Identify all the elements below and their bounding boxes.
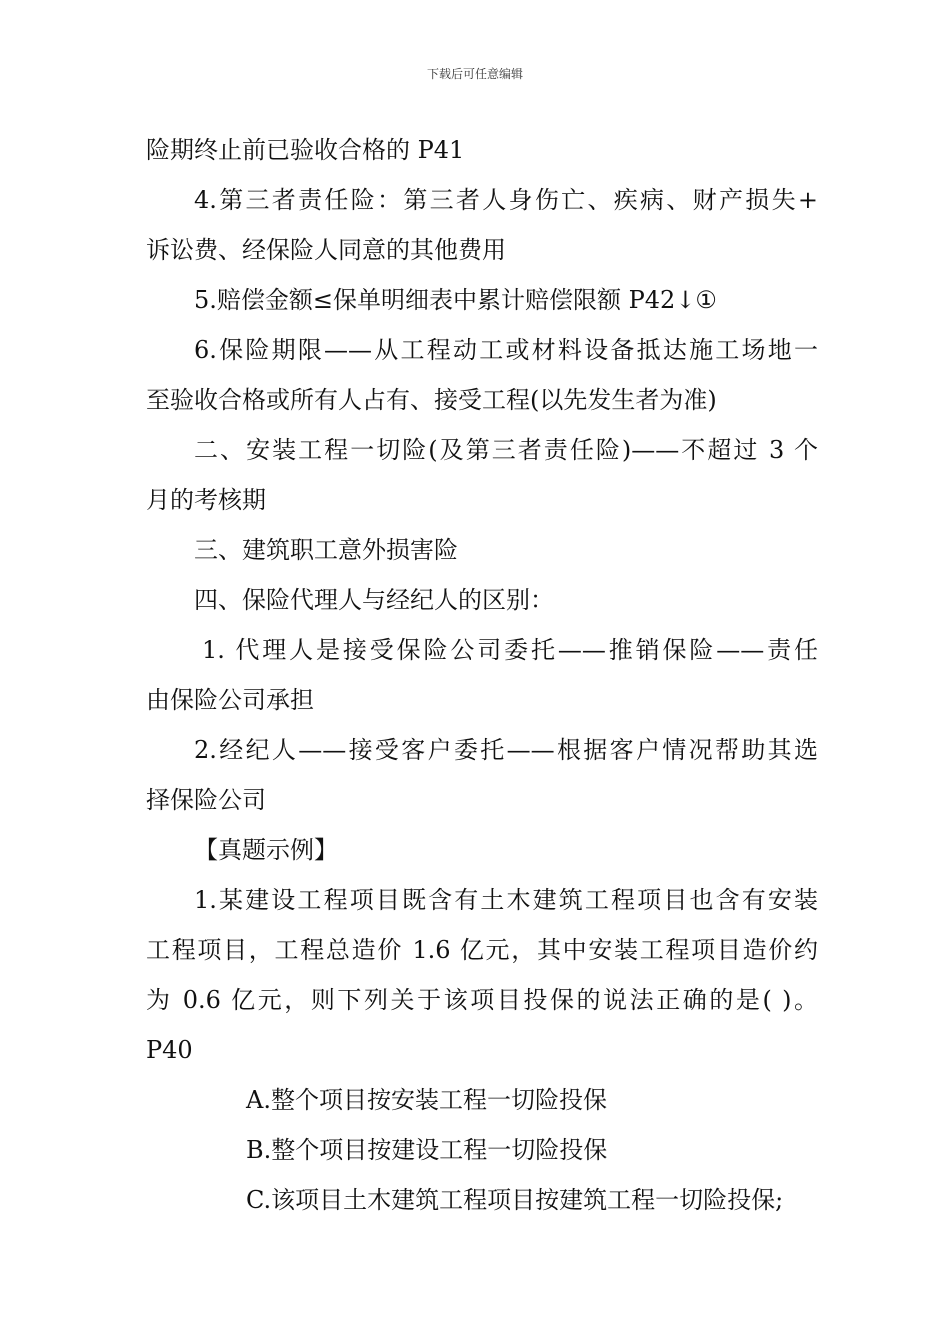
text-line-14: 择保险公司 bbox=[146, 786, 266, 814]
text-line-19: P40 bbox=[146, 1036, 193, 1064]
text-line-2: 4.第三者责任险：第三者人身伤亡、疾病、财产损失+ bbox=[194, 186, 818, 214]
text-line-1: 险期终止前已验收合格的 P41 bbox=[146, 136, 465, 164]
text-line-5: 6.保险期限——从工程动工或材料设备抵达施工场地一 bbox=[194, 336, 818, 364]
text-line-4: 5.赔偿金额≤保单明细表中累计赔偿限额 P42↓① bbox=[194, 286, 717, 314]
text-line-3: 诉讼费、经保险人同意的其他费用 bbox=[146, 236, 506, 264]
text-line-13: 2.经纪人——接受客户委托——根据客户情况帮助其选 bbox=[194, 736, 818, 764]
header-note: 下载后可任意编辑 bbox=[426, 67, 523, 81]
option-c: C.该项目土木建筑工程项目按建筑工程一切险投保; bbox=[246, 1186, 784, 1214]
text-line-7: 二、安装工程一切险(及第三者责任险)——不超过 3 个 bbox=[194, 436, 818, 464]
text-line-11: 1. 代理人是接受保险公司委托——推销保险——责任 bbox=[202, 636, 818, 664]
text-line-16: 1.某建设工程项目既含有土木建筑工程项目也含有安装 bbox=[194, 886, 818, 914]
text-line-17: 工程项目，工程总造价 1.6 亿元，其中安装工程项目造价约 bbox=[146, 936, 818, 964]
option-b: B.整个项目按建设工程一切险投保 bbox=[246, 1136, 608, 1164]
text-line-6: 至验收合格或所有人占有、接受工程(以先发生者为准) bbox=[146, 386, 717, 414]
text-line-10: 四、保险代理人与经纪人的区别： bbox=[194, 586, 554, 614]
text-line-12: 由保险公司承担 bbox=[146, 686, 314, 714]
option-a: A.整个项目按安装工程一切险投保 bbox=[246, 1086, 607, 1114]
document-body bbox=[146, 125, 818, 1225]
text-line-18: 为 0.6 亿元，则下列关于该项目投保的说法正确的是( )。 bbox=[146, 986, 818, 1014]
text-line-8: 月的考核期 bbox=[146, 486, 266, 514]
text-line-9: 三、建筑职工意外损害险 bbox=[194, 536, 458, 564]
section-heading: 【真题示例】 bbox=[194, 836, 338, 864]
